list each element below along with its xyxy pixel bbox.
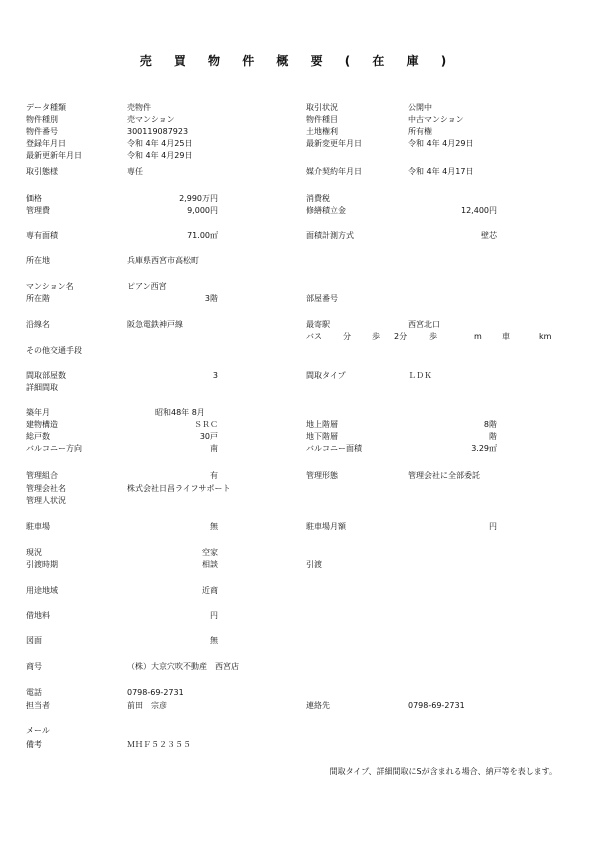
field-label: 用途地域 xyxy=(26,586,58,595)
field-value: 円 xyxy=(210,611,218,620)
field-value: 空家 xyxy=(202,548,218,557)
field-label: 消費税 xyxy=(306,194,330,203)
field-value: 3.29㎡ xyxy=(471,444,497,453)
field-value: 3 xyxy=(212,371,218,380)
field-label: 取引態様 xyxy=(26,167,58,176)
field-value: 南 xyxy=(210,444,218,453)
field-value: 令和 4年 4月17日 xyxy=(408,167,474,176)
field-label: 登録年月日 xyxy=(26,139,66,148)
field-value: ＭＨＦ５２３５５ xyxy=(127,740,191,749)
field-label: メール xyxy=(26,726,50,735)
field-label: バス xyxy=(306,332,322,341)
field-label: 物件種別 xyxy=(26,115,58,124)
field-value: 0798-69-2731 xyxy=(127,688,184,697)
field-label: 総戸数 xyxy=(26,432,50,441)
field-value: 0798-69-2731 xyxy=(408,701,465,710)
field-label: 所在階 xyxy=(26,294,50,303)
field-value: 8階 xyxy=(483,420,497,429)
field-value: 西宮北口 xyxy=(408,320,440,329)
field-value: 昭和48年 8月 xyxy=(155,408,205,417)
field-label: 管理会社名 xyxy=(26,484,66,493)
field-label: 間取部屋数 xyxy=(26,371,66,380)
field-label: 管理組合 xyxy=(26,471,58,480)
field-label: 詳細間取 xyxy=(26,383,58,392)
field-label: 引渡時期 xyxy=(26,560,58,569)
field-label: 物件種目 xyxy=(306,115,338,124)
field-label: 歩 xyxy=(429,332,437,341)
field-value: 71.00㎡ xyxy=(187,231,218,240)
field-label: 商号 xyxy=(26,662,42,671)
field-value: 令和 4年 4月29日 xyxy=(408,139,474,148)
field-label: 土地権利 xyxy=(306,127,338,136)
field-value: 2,990万円 xyxy=(179,194,218,203)
field-value: km xyxy=(539,332,552,341)
field-value: 兵庫県西宮市高松町 xyxy=(127,256,199,265)
field-value: 公開中 xyxy=(408,103,432,112)
field-value: 12,400円 xyxy=(461,206,497,215)
field-label: 管理人状況 xyxy=(26,496,66,505)
field-value: 30戸 xyxy=(199,432,218,441)
field-value: 2分 xyxy=(394,332,408,341)
field-label: 連絡先 xyxy=(306,701,330,710)
field-label: 媒介契約年月日 xyxy=(306,167,362,176)
field-value: 売物件 xyxy=(127,103,151,112)
field-value: 無 xyxy=(210,522,218,531)
field-label: 物件番号 xyxy=(26,127,58,136)
field-label: 所在地 xyxy=(26,256,50,265)
field-label: 取引状況 xyxy=(306,103,338,112)
field-value: 無 xyxy=(210,636,218,645)
field-value: 有 xyxy=(210,471,218,480)
page-title: 売 買 物 件 概 要 ( 在 庫 ) xyxy=(139,54,456,68)
field-value: 株式会社日昌ライフサポート xyxy=(127,484,231,493)
field-value: ＳＲＣ xyxy=(194,420,218,429)
field-value: 相談 xyxy=(202,560,218,569)
field-value: 円 xyxy=(489,522,497,531)
field-value: 3階 xyxy=(204,294,218,303)
field-label: マンション名 xyxy=(26,282,74,291)
field-label: 修繕積立金 xyxy=(306,206,346,215)
field-value: 中古マンション xyxy=(408,115,464,124)
field-value: m xyxy=(474,332,482,341)
field-label: 歩 xyxy=(372,332,380,341)
field-value: 9,000円 xyxy=(187,206,218,215)
field-value: 令和 4年 4月29日 xyxy=(127,151,193,160)
field-value: 近商 xyxy=(202,586,218,595)
field-value: 階 xyxy=(489,432,497,441)
field-label: 築年月 xyxy=(26,408,50,417)
field-label: その他交通手段 xyxy=(26,346,82,355)
field-label: 車 xyxy=(502,332,510,341)
field-value: 前田 宗彦 xyxy=(127,701,167,710)
field-label: 地上階層 xyxy=(306,420,338,429)
field-label: データ種類 xyxy=(26,103,66,112)
field-value: 管理会社に全部委託 xyxy=(408,471,480,480)
field-value: ＬＤＫ xyxy=(408,371,432,380)
field-label: 図面 xyxy=(26,636,42,645)
field-value: 阪急電鉄神戸線 xyxy=(127,320,183,329)
field-label: バルコニー面積 xyxy=(306,444,362,453)
field-label: 間取タイプ xyxy=(306,371,346,380)
field-value: 売マンション xyxy=(127,115,175,124)
field-label: 電話 xyxy=(26,688,42,697)
field-value: 分 xyxy=(343,332,351,341)
field-label: 面積計測方式 xyxy=(306,231,354,240)
field-label: 備考 xyxy=(26,740,42,749)
field-label: 駐車場 xyxy=(26,522,50,531)
field-label: 価格 xyxy=(26,194,42,203)
field-label: 最新変更年月日 xyxy=(306,139,362,148)
field-label: 管理形態 xyxy=(306,471,338,480)
field-label: 最寄駅 xyxy=(306,320,330,329)
field-label: 部屋番号 xyxy=(306,294,338,303)
field-value: 専任 xyxy=(127,167,143,176)
field-label: 現況 xyxy=(26,548,42,557)
field-label: 最新更新年月日 xyxy=(26,151,82,160)
footnote: 間取タイプ、詳細間取にSが含まれる場合、納戸等を表します。 xyxy=(329,767,557,776)
field-label: 沿線名 xyxy=(26,320,50,329)
field-label: 担当者 xyxy=(26,701,50,710)
field-label: 駐車場月額 xyxy=(306,522,346,531)
field-label: 管理費 xyxy=(26,206,50,215)
field-label: 専有面積 xyxy=(26,231,58,240)
field-label: バルコニー方向 xyxy=(26,444,82,453)
field-label: 引渡 xyxy=(306,560,322,569)
field-value: 所有権 xyxy=(408,127,432,136)
field-value: 壁芯 xyxy=(481,231,497,240)
field-value: 300119087923 xyxy=(127,127,189,136)
field-label: 地下階層 xyxy=(306,432,338,441)
field-label: 建物構造 xyxy=(26,420,58,429)
field-value: （株）大京穴吹不動産 西宮店 xyxy=(127,662,239,671)
field-value: 令和 4年 4月25日 xyxy=(127,139,193,148)
field-label: 借地料 xyxy=(26,611,50,620)
field-value: ピアン西宮 xyxy=(127,282,167,291)
